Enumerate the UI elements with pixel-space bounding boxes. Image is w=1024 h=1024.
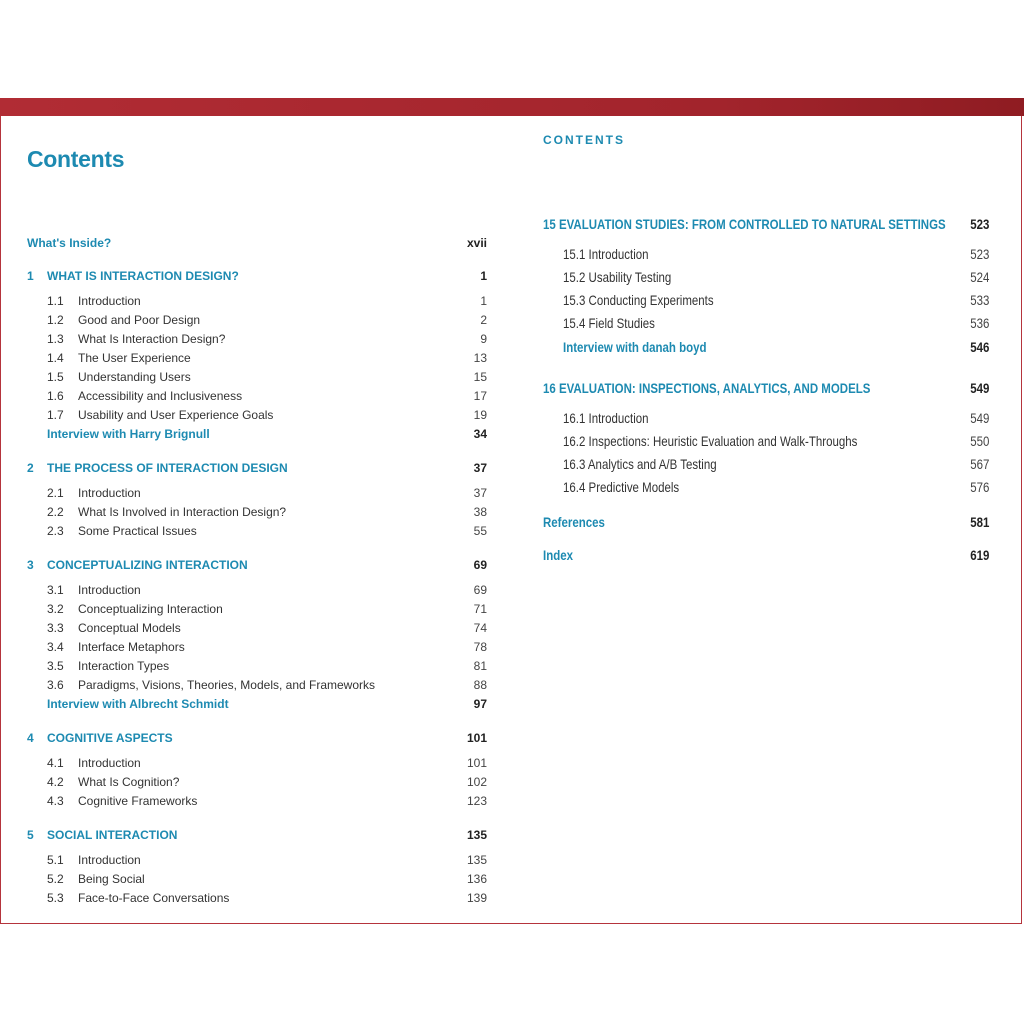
toc-section[interactable] — [27, 754, 487, 772]
toc-interview-harry-brignull[interactable] — [27, 425, 487, 443]
section-page: 37 — [473, 486, 487, 500]
chapter-title: WHAT IS INTERACTION DESIGN? — [47, 269, 239, 283]
toc-section[interactable] — [543, 267, 989, 287]
section-page: 78 — [473, 640, 487, 654]
header-bar — [0, 98, 1024, 116]
section-number: 3.1 — [47, 583, 64, 597]
section-number: 5.2 — [47, 872, 64, 886]
chapter-number: 5 — [27, 828, 34, 842]
section-number: 3.6 — [47, 678, 64, 692]
section-title: 16.1 Introduction — [563, 410, 649, 426]
chapter-number: 3 — [27, 558, 34, 572]
section-page: 13 — [473, 351, 487, 365]
section-page: 135 — [466, 853, 487, 867]
toc-entry-references[interactable] — [543, 512, 989, 532]
toc-section[interactable] — [27, 349, 487, 367]
toc-section[interactable] — [27, 889, 487, 907]
page-title: Contents — [27, 146, 125, 172]
section-title: The User Experience — [78, 351, 191, 365]
section-page: 15 — [473, 370, 487, 384]
section-title: 15.2 Usability Testing — [563, 269, 672, 285]
section-title: Interface Metaphors — [78, 640, 185, 654]
section-number: 3.3 — [47, 621, 64, 635]
section-title: Introduction — [78, 853, 141, 867]
chapter-page: 69 — [473, 558, 487, 572]
toc-section[interactable] — [27, 522, 487, 540]
section-page: 533 — [969, 292, 989, 308]
section-page: 1 — [480, 294, 487, 308]
section-title: 16.4 Predictive Models — [563, 479, 680, 495]
section-title: Usability and User Experience Goals — [78, 408, 274, 422]
interview-title: Interview with Harry Brignull — [47, 427, 210, 441]
section-page: 69 — [473, 583, 487, 597]
section-page: 17 — [473, 389, 487, 403]
toc-chapter-16[interactable] — [543, 378, 989, 398]
section-title: Introduction — [78, 756, 141, 770]
chapter-title: THE PROCESS OF INTERACTION DESIGN — [47, 461, 288, 475]
toc-chapter-3[interactable] — [27, 556, 487, 574]
section-number: 4.2 — [47, 775, 64, 789]
section-number: 5.3 — [47, 891, 64, 905]
section-title: What Is Cognition? — [78, 775, 180, 789]
section-page: 74 — [473, 621, 487, 635]
chapter-number: 4 — [27, 731, 34, 745]
toc-chapter-2[interactable] — [27, 459, 487, 477]
section-page: 102 — [466, 775, 487, 789]
section-number: 1.2 — [47, 313, 64, 327]
section-number: 1.5 — [47, 370, 64, 384]
toc-section[interactable] — [27, 638, 487, 656]
toc-section[interactable] — [27, 600, 487, 618]
toc-section[interactable] — [27, 387, 487, 405]
toc-section[interactable] — [27, 676, 487, 694]
entry-label: What's Inside? — [27, 236, 112, 250]
section-number: 3.5 — [47, 659, 64, 673]
interview-page: 97 — [473, 697, 487, 711]
chapter-page: 1 — [480, 269, 487, 283]
section-title: 15.1 Introduction — [563, 246, 649, 262]
section-page: 567 — [969, 456, 989, 472]
chapter-page: 135 — [466, 828, 487, 842]
toc-section[interactable] — [27, 581, 487, 599]
toc-chapter-5[interactable] — [27, 826, 487, 844]
section-page: 139 — [466, 891, 487, 905]
section-title: Introduction — [78, 486, 141, 500]
toc-section[interactable] — [543, 454, 989, 474]
section-number: 1.3 — [47, 332, 64, 346]
chapter-number: 2 — [27, 461, 34, 475]
chapter-page: 523 — [969, 216, 989, 232]
section-page: 136 — [466, 872, 487, 886]
toc-section[interactable] — [27, 330, 487, 348]
section-page: 524 — [969, 269, 989, 285]
chapter-title: CONCEPTUALIZING INTERACTION — [47, 558, 248, 572]
section-title: Being Social — [78, 872, 145, 886]
section-page: 550 — [969, 433, 989, 449]
toc-section[interactable] — [543, 313, 989, 333]
section-title: Conceptualizing Interaction — [78, 602, 223, 616]
chapter-title: 15 EVALUATION STUDIES: FROM CONTROLLED TO NATURAL SETTINGS — [543, 216, 946, 232]
toc-section[interactable] — [27, 368, 487, 386]
section-page: 549 — [969, 410, 989, 426]
toc-section[interactable] — [27, 311, 487, 329]
chapter-page: 37 — [473, 461, 487, 475]
section-title: 16.3 Analytics and A/B Testing — [563, 456, 717, 472]
toc-entry-index[interactable] — [543, 545, 989, 565]
section-title: What Is Interaction Design? — [78, 332, 226, 346]
toc-section[interactable] — [543, 408, 989, 428]
section-title: Paradigms, Visions, Theories, Models, and Frameworks — [78, 678, 376, 692]
interview-title: Interview with Albrecht Schmidt — [47, 697, 229, 711]
toc-section[interactable] — [543, 290, 989, 310]
toc-chapter-1[interactable] — [27, 267, 487, 285]
entry-page: 581 — [969, 514, 989, 530]
chapter-page: 549 — [969, 380, 989, 396]
section-number: 1.4 — [47, 351, 64, 365]
section-title: Introduction — [78, 583, 141, 597]
section-number: 5.1 — [47, 853, 64, 867]
entry-label: References — [543, 514, 605, 530]
section-title: 15.4 Field Studies — [563, 315, 655, 331]
section-page: 576 — [969, 479, 989, 495]
section-number: 4.3 — [47, 794, 64, 808]
toc-section[interactable] — [543, 477, 989, 497]
section-title: Cognitive Frameworks — [78, 794, 198, 808]
entry-label: Index — [543, 547, 573, 563]
toc-section[interactable] — [27, 619, 487, 637]
chapter-title: SOCIAL INTERACTION — [47, 828, 178, 842]
section-title: Introduction — [78, 294, 141, 308]
entry-page: 619 — [969, 547, 989, 563]
interview-page: 546 — [969, 339, 989, 355]
section-title: Conceptual Models — [78, 621, 181, 635]
section-page: 2 — [480, 313, 487, 327]
toc-interview-danah-boyd[interactable] — [543, 337, 989, 357]
toc-section[interactable] — [27, 484, 487, 502]
section-number: 3.4 — [47, 640, 64, 654]
chapter-page: 101 — [466, 731, 487, 745]
section-number: 3.2 — [47, 602, 64, 616]
chapter-title: COGNITIVE ASPECTS — [47, 731, 173, 745]
running-head: CONTENTS — [543, 133, 625, 147]
toc-section[interactable] — [27, 503, 487, 521]
entry-page: xvii — [466, 236, 487, 250]
section-title: Understanding Users — [78, 370, 191, 384]
toc-entry-whats-inside[interactable] — [27, 234, 487, 252]
section-page: 19 — [473, 408, 487, 422]
section-page: 101 — [466, 756, 487, 770]
section-title: What Is Involved in Interaction Design? — [78, 505, 287, 519]
chapter-title: 16 EVALUATION: INSPECTIONS, ANALYTICS, AND MODELS — [543, 380, 871, 396]
section-number: 2.1 — [47, 486, 64, 500]
section-title: 16.2 Inspections: Heuristic Evaluation and Walk-Throughs — [563, 433, 858, 449]
toc-section[interactable] — [27, 657, 487, 675]
toc-section[interactable] — [27, 851, 487, 869]
section-title: Interaction Types — [78, 659, 170, 673]
section-number: 1.7 — [47, 408, 64, 422]
interview-page: 34 — [473, 427, 487, 441]
section-number: 4.1 — [47, 756, 64, 770]
toc-section[interactable] — [543, 244, 989, 264]
section-page: 523 — [969, 246, 989, 262]
toc-chapter-4[interactable] — [27, 729, 487, 747]
section-page: 55 — [473, 524, 487, 538]
section-title: Good and Poor Design — [78, 313, 201, 327]
toc-section[interactable] — [27, 792, 487, 810]
section-number: 1.6 — [47, 389, 64, 403]
chapter-number: 1 — [27, 269, 34, 283]
section-page: 81 — [473, 659, 487, 673]
toc-section[interactable] — [27, 292, 487, 310]
toc-section[interactable] — [27, 773, 487, 791]
section-title: Face-to-Face Conversations — [78, 891, 230, 905]
section-page: 123 — [466, 794, 487, 808]
toc-interview-albrecht-schmidt[interactable] — [27, 695, 487, 713]
toc-chapter-15[interactable] — [543, 214, 989, 234]
toc-section[interactable] — [543, 431, 989, 451]
section-title: Accessibility and Inclusiveness — [78, 389, 243, 403]
section-page: 88 — [473, 678, 487, 692]
section-number: 1.1 — [47, 294, 64, 308]
section-number: 2.3 — [47, 524, 64, 538]
interview-title: Interview with danah boyd — [563, 339, 707, 355]
section-title: 15.3 Conducting Experiments — [563, 292, 714, 308]
section-page: 71 — [473, 602, 487, 616]
section-page: 536 — [969, 315, 989, 331]
toc-section[interactable] — [27, 406, 487, 424]
section-page: 9 — [480, 332, 487, 346]
section-number: 2.2 — [47, 505, 64, 519]
toc-section[interactable] — [27, 870, 487, 888]
section-page: 38 — [473, 505, 487, 519]
section-title: Some Practical Issues — [78, 524, 197, 538]
